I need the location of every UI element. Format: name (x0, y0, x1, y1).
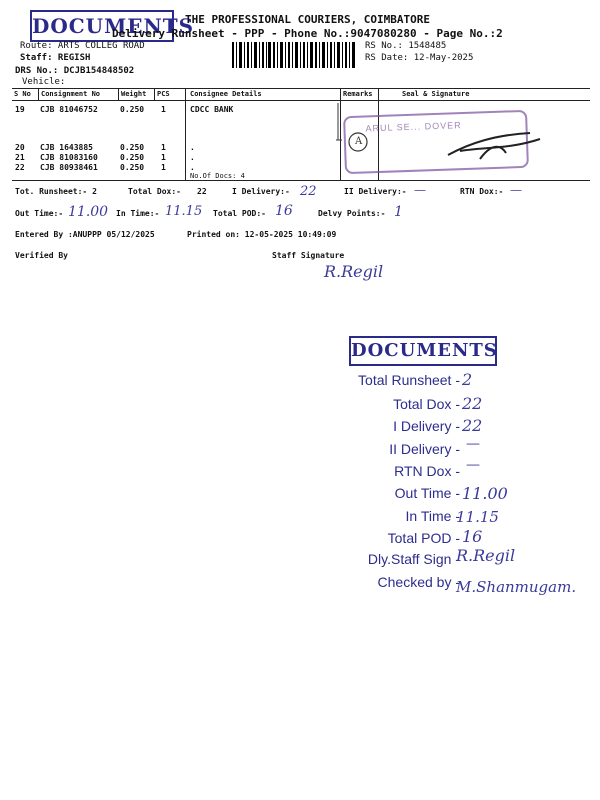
total-pod-label: Total POD:- (213, 209, 266, 218)
entered-by: Entered By :ANUPPP 05/12/2025 (15, 230, 155, 239)
rs-date: RS Date: 12-May-2025 (365, 53, 474, 63)
row-weight: 0.250 (120, 143, 145, 152)
summary-label: Total Dox - (393, 396, 460, 412)
rtn-dox-label: RTN Dox:- (460, 187, 504, 196)
row-consignee: . (190, 153, 195, 162)
summary-value: 2 (462, 370, 473, 389)
out-time-hand: 11.00 (68, 204, 109, 220)
no-of-docs: No.Of Docs: 4 (190, 172, 245, 180)
row-pcs: 1 (161, 163, 166, 172)
summary-value: — (466, 436, 480, 452)
in-time-label: In Time:- (116, 209, 160, 218)
in-time-hand: 11.15 (165, 204, 203, 219)
summary-label: I Delivery - (393, 418, 460, 434)
tot-runsheet: Tot. Runsheet:- 2 (15, 187, 97, 196)
delvy-points-label: Delvy Points:- (318, 209, 386, 218)
summary-value: 11.15 (456, 508, 499, 526)
row-weight: 0.250 (120, 105, 145, 114)
total-dox-value: 22 (197, 187, 207, 196)
summary-label: Out Time - (394, 485, 460, 501)
col-sno: S No (14, 90, 31, 98)
col-consignee: Consignee Details (190, 90, 262, 98)
remark-mark: A (355, 136, 363, 147)
summary-value: 22 (462, 416, 483, 435)
row-consignment: CJB 1643885 (40, 143, 93, 152)
total-dox-label: Total Dox:- (128, 187, 181, 196)
ii-delivery-hand: — (414, 183, 426, 197)
col-consignment: Consignment No (41, 90, 101, 98)
row-consignee: CDCC BANK (190, 105, 234, 114)
summary-value: 11.00 (462, 484, 508, 503)
row-consignment: CJB 81046752 (40, 105, 98, 114)
summary-label: Dly.Staff Sign - (367, 551, 460, 567)
summary-label: Checked by - (377, 574, 460, 590)
summary-value: R.Regil (456, 546, 516, 565)
row-consignee: . (190, 143, 195, 152)
rtn-dox-hand: — (510, 183, 522, 197)
route-label: Route: ARTS COLLEG ROAD (20, 41, 145, 51)
summary-value: 22 (462, 394, 483, 413)
staff-signature-label: Staff Signature (272, 251, 345, 260)
seal-stamp-text: ARUL SE... DOVER (365, 120, 462, 134)
row-consignee: . (190, 163, 195, 172)
row-pcs: 1 (161, 143, 166, 152)
out-time-label: Out Time:- (15, 209, 64, 218)
summary-label: Total POD - (387, 530, 460, 546)
printed-on: Printed on: 12-05-2025 10:49:09 (187, 230, 337, 239)
summary-label: RTN Dox - (394, 463, 460, 479)
documents-stamp-summary: DOCUMENTS (349, 336, 497, 366)
row-sno: 21 (15, 153, 25, 162)
summary-label: Total Runsheet - (358, 372, 460, 388)
row-pcs: 1 (161, 153, 166, 162)
col-seal: Seal & Signature (402, 90, 470, 98)
row-consignment: CJB 80938461 (40, 163, 98, 172)
row-pcs: 1 (161, 105, 166, 114)
summary-label: In Time - (405, 508, 460, 524)
drs-label: DRS No.: DCJB154848502 (15, 66, 135, 76)
col-weight: Weight (121, 90, 147, 98)
total-pod-hand: 16 (275, 203, 293, 219)
row-sno: 19 (15, 105, 25, 114)
company-title: THE PROFESSIONAL COURIERS, COIMBATORE (185, 13, 431, 26)
barcode (232, 42, 357, 68)
seal-signature (440, 125, 550, 165)
verified-by: Verified By (15, 251, 68, 260)
i-delivery-hand: 22 (300, 184, 317, 199)
delvy-points-hand: 1 (394, 204, 403, 220)
staff-label: Staff: REGISH (20, 53, 91, 63)
row-weight: 0.250 (120, 163, 145, 172)
i-delivery-label: I Delivery:- (232, 187, 290, 196)
row-consignment: CJB 81083160 (40, 153, 98, 162)
ii-delivery-label: II Delivery:- (344, 187, 407, 196)
runsheet-subtitle: Delivery Runsheet - PPP - Phone No.:9047080280 - Page No.:2 (112, 27, 503, 40)
rs-number: RS No.: 1548485 (365, 41, 447, 51)
summary-value: 16 (462, 527, 483, 546)
row-sno: 22 (15, 163, 25, 172)
col-pcs: PCS (157, 90, 170, 98)
row-weight: 0.250 (120, 153, 145, 162)
summary-value: M.Shanmugam. (456, 578, 577, 596)
col-remarks: Remarks (343, 90, 373, 98)
summary-label: II Delivery - (389, 441, 460, 457)
row-sno: 20 (15, 143, 25, 152)
vehicle-label: Vehicle: (22, 77, 66, 87)
documents-stamp-top: DOCUMENTS (30, 10, 174, 42)
staff-signature: R.Regil (324, 262, 384, 281)
summary-value: — (466, 457, 480, 473)
